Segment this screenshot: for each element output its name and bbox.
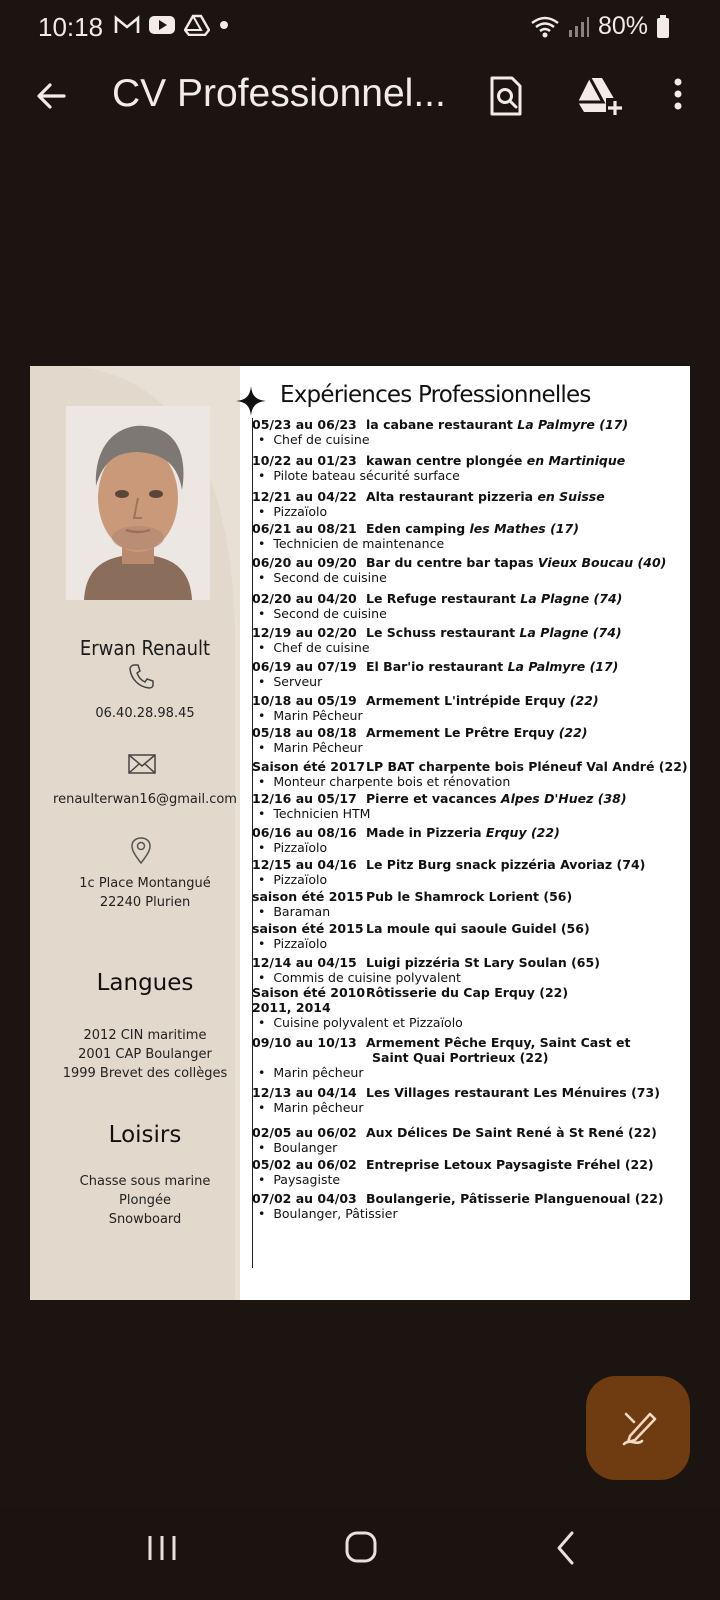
experience-location: Vieux Boucau (40) (537, 555, 667, 570)
experience-item (252, 658, 690, 689)
cv-name: Erwan Renault (79, 636, 211, 660)
experience-role: Boulanger (273, 1140, 338, 1155)
experience-location: La Plagne (74) (520, 591, 623, 606)
experience-employer: La moule qui saoule Guidel (56) (366, 921, 590, 936)
gmail-icon (114, 15, 140, 35)
experience-location: (22) (569, 693, 599, 708)
experience-role: Marin pêcheur (273, 1065, 364, 1080)
experience-item (252, 954, 690, 985)
experience-date: 12/19 au 02/20 (252, 625, 357, 640)
experience-date: Saison été 2010 (252, 985, 366, 1000)
experience-item (252, 554, 690, 585)
experience-item (252, 888, 690, 919)
experience-employer: Armement L'intrépide Erquy (366, 693, 570, 708)
bullet-icon: • (258, 774, 274, 789)
experience-date: Saison été 2017 (252, 759, 366, 774)
experience-role: Boulanger, Pâtissier (273, 1206, 398, 1221)
bullet-icon: • (258, 570, 274, 585)
langue-item: 2012 CIN maritime (83, 1028, 207, 1043)
experience-location: La Plagne (74) (519, 625, 622, 640)
experience-item (252, 790, 690, 821)
experience-employer: Le Pitz Burg snack pizzéria Avoriaz (74) (366, 857, 646, 872)
experience-role: Chef de cuisine (273, 432, 370, 447)
experience-employer: Aux Délices De Saint René à St René (22) (366, 1125, 657, 1140)
dot-icon (218, 19, 230, 31)
email-icon (128, 754, 156, 774)
experience-date: 05/02 au 06/02 (252, 1157, 357, 1172)
experience-date: saison été 2015 (252, 921, 364, 936)
experience-role: Pilote bateau sécurité surface (273, 468, 460, 483)
experience-item (252, 624, 690, 655)
experience-employer: Boulangerie, Pâtisserie Planguenoual (22) (366, 1191, 664, 1206)
experience-employer: Le Refuge restaurant (366, 591, 521, 606)
experience-employer: El Bar'io restaurant (366, 659, 508, 674)
status-bar (0, 0, 720, 52)
bullet-icon: • (258, 504, 274, 519)
bullet-icon: • (258, 1140, 274, 1155)
experience-date-cont: 2011, 2014 (252, 1000, 331, 1015)
experience-location: en Martinique (526, 453, 626, 468)
experience-item (252, 1190, 690, 1221)
experience-employer: Le Schuss restaurant (366, 625, 520, 640)
bullet-icon: • (258, 640, 274, 655)
experience-date: 09/10 au 10/13 (252, 1035, 357, 1050)
langue-item: 1999 Brevet des collèges (62, 1066, 228, 1081)
experience-item (252, 452, 690, 483)
edit-fab[interactable] (586, 1376, 690, 1480)
experience-employer: Pierre et vacances (366, 791, 501, 806)
loisir-item: Chasse sous marine (79, 1174, 211, 1189)
langues-heading: Langues (96, 970, 194, 996)
experience-item (252, 758, 690, 789)
bullet-icon: • (258, 1065, 274, 1080)
experience-employer: LP BAT charpente bois Pléneuf Val André (22) (366, 759, 688, 774)
bullet-icon: • (258, 708, 274, 723)
experience-employer: Pub le Shamrock Lorient (56) (366, 889, 573, 904)
bullet-icon: • (258, 432, 274, 447)
experience-date: 12/13 au 04/14 (252, 1085, 357, 1100)
experience-employer: Rôtisserie du Cap Erquy (22) (366, 985, 569, 1000)
bullet-icon: • (258, 1172, 274, 1187)
bullet-icon: • (258, 1206, 274, 1221)
recent-apps-icon[interactable] (146, 1532, 178, 1564)
signal-icon (568, 16, 590, 38)
experience-employer: Alta restaurant pizzeria (366, 489, 538, 504)
experience-employer: Eden camping (366, 521, 470, 536)
profile-photo (66, 406, 210, 600)
bullet-icon: • (258, 1015, 274, 1030)
edit-pen-icon (620, 1408, 658, 1448)
experience-location: (22) (558, 725, 588, 740)
experience-item (252, 1034, 690, 1080)
back-nav-icon[interactable] (554, 1530, 578, 1566)
more-options-icon[interactable] (670, 74, 686, 114)
experience-role: Baraman (273, 904, 331, 919)
experience-item (252, 488, 690, 519)
battery-percent: 80% (597, 12, 648, 40)
bullet-icon: • (258, 806, 274, 821)
experience-item (252, 692, 690, 723)
experience-role: Marin Pêcheur (273, 740, 363, 755)
experience-date: 02/05 au 06/02 (252, 1125, 357, 1140)
sparkle-icon (236, 386, 266, 416)
experience-date: 06/20 au 09/20 (252, 555, 357, 570)
bullet-icon: • (258, 1100, 274, 1115)
experience-date: 12/16 au 05/17 (252, 791, 357, 806)
experience-item (252, 724, 690, 755)
bullet-icon: • (258, 840, 274, 855)
experience-date: 12/14 au 04/15 (252, 955, 357, 970)
experience-employer: la cabane restaurant (366, 417, 518, 432)
bullet-icon: • (258, 468, 274, 483)
experience-location: les Mathes (17) (469, 521, 579, 536)
experience-item (252, 520, 690, 551)
experience-role: Pizzaïolo (273, 840, 328, 855)
experience-date: saison été 2015 (252, 889, 364, 904)
system-nav-bar (0, 1508, 720, 1600)
find-in-document-icon[interactable] (488, 74, 524, 118)
experience-role: Second de cuisine (273, 606, 387, 621)
experience-location: Alpes D'Huez (38) (500, 791, 627, 806)
experience-item (252, 856, 690, 887)
experience-role: Monteur charpente bois et rénovation (273, 774, 511, 789)
experience-role: Chef de cuisine (273, 640, 370, 655)
experience-date: 06/16 au 08/16 (252, 825, 357, 840)
cv-phone: 06.40.28.98.45 (95, 706, 195, 721)
experience-item (252, 590, 690, 621)
location-icon (130, 836, 152, 864)
experience-role: Paysagiste (273, 1172, 341, 1187)
loisir-item: Plongée (119, 1193, 171, 1208)
experience-date: 10/22 au 01/23 (252, 453, 357, 468)
bullet-icon: • (258, 872, 274, 887)
bullet-icon: • (258, 970, 274, 985)
drive-icon (184, 14, 210, 36)
back-arrow-icon[interactable] (34, 78, 70, 114)
cv-document[interactable] (30, 366, 690, 1300)
experiences-heading: Expériences Professionnelles (280, 382, 591, 408)
experience-date: 06/21 au 08/21 (252, 521, 357, 536)
experience-role: Pizzaïolo (273, 504, 328, 519)
app-bar (0, 60, 720, 140)
status-time: 10:18 (38, 12, 104, 42)
bullet-icon: • (258, 936, 274, 951)
home-icon[interactable] (344, 1530, 378, 1564)
experience-role: Cuisine polyvalent et Pizzaïolo (273, 1015, 463, 1030)
experience-role: Technicien de maintenance (273, 536, 445, 551)
experience-employer: Armement Le Prêtre Erquy (366, 725, 559, 740)
experience-role: Technicien HTM (273, 806, 371, 821)
experience-employer: Armement Pêche Erquy, Saint Cast et (366, 1035, 631, 1050)
experience-item (252, 984, 690, 1030)
experience-employer-cont: Saint Quai Portrieux (22) (372, 1050, 549, 1065)
battery-icon (656, 15, 670, 39)
experience-role: Marin pêcheur (273, 1100, 364, 1115)
add-to-drive-icon[interactable] (576, 74, 624, 118)
experience-location: La Palmyre (17) (517, 417, 629, 432)
bullet-icon: • (258, 674, 274, 689)
loisirs-heading: Loisirs (108, 1122, 182, 1148)
loisir-item: Snowboard (108, 1212, 182, 1227)
bullet-icon: • (258, 536, 274, 551)
experience-date: 12/15 au 04/16 (252, 857, 357, 872)
bullet-icon: • (258, 904, 274, 919)
loisirs-list (30, 1172, 260, 1229)
status-right (530, 12, 670, 41)
experience-date: 07/02 au 04/03 (252, 1191, 357, 1206)
experience-date: 05/18 au 08/18 (252, 725, 357, 740)
phone-icon (128, 662, 156, 690)
experience-role: Serveur (273, 674, 323, 689)
experience-location: La Palmyre (17) (507, 659, 619, 674)
experience-item (252, 920, 690, 951)
experience-item (252, 824, 690, 855)
portrait-illustration (66, 406, 210, 600)
youtube-icon (148, 15, 176, 35)
cv-address-line1: 1c Place Montangué (79, 876, 211, 891)
document-title: CV Professionnel... (112, 72, 446, 115)
experience-role: Second de cuisine (273, 570, 387, 585)
experience-location: en Suisse (537, 489, 605, 504)
experience-role: Pizzaïolo (273, 936, 328, 951)
bullet-icon: • (258, 606, 274, 621)
cv-address-line2: 22240 Plurien (99, 895, 191, 910)
experience-employer: Made in Pizzeria (366, 825, 486, 840)
experience-role: Commis de cuisine polyvalent (273, 970, 461, 985)
experience-date: 05/23 au 06/23 (252, 417, 357, 432)
experience-item (252, 1156, 690, 1187)
experience-role: Pizzaïolo (273, 872, 328, 887)
langue-item: 2001 CAP Boulanger (78, 1047, 212, 1062)
notification-icons (114, 14, 230, 36)
experience-employer: Entreprise Letoux Paysagiste Fréhel (22) (366, 1157, 654, 1172)
experience-date: 10/18 au 05/19 (252, 693, 357, 708)
experience-location: Erquy (22) (485, 825, 560, 840)
bullet-icon: • (258, 740, 274, 755)
experience-item (252, 1084, 690, 1115)
experience-employer: kawan centre plongée (366, 453, 527, 468)
experience-item (252, 1124, 690, 1155)
cv-email: renaulterwan16@gmail.com (53, 792, 237, 807)
cv-address (30, 874, 260, 912)
wifi-icon (530, 15, 560, 39)
experience-employer: Les Villages restaurant Les Ménuires (73) (366, 1085, 660, 1100)
experience-role: Marin Pêcheur (273, 708, 363, 723)
experience-employer: Luigi pizzéria St Lary Soulan (65) (366, 955, 600, 970)
experience-date: 12/21 au 04/22 (252, 489, 357, 504)
experience-date: 06/19 au 07/19 (252, 659, 357, 674)
experience-item (252, 416, 690, 447)
langues-list (30, 1026, 260, 1083)
experience-employer: Bar du centre bar tapas (366, 555, 538, 570)
experience-date: 02/20 au 04/20 (252, 591, 357, 606)
